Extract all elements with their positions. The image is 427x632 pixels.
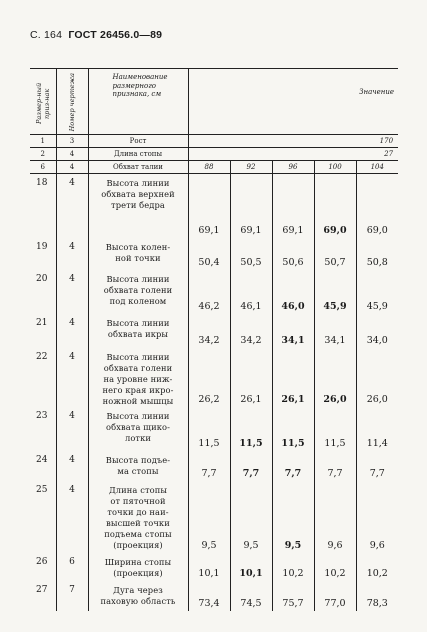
girth-value: 92 [230, 161, 272, 174]
row-name: Высота линии обхвата верхней трети бедра [88, 174, 188, 238]
cell-value: 69,1 [230, 174, 272, 238]
row-drawing: 4 [56, 451, 88, 481]
row-index: 19 [30, 238, 56, 270]
row-index: 21 [30, 314, 56, 348]
table-row [30, 270, 398, 314]
cell-value: 11,4 [366, 437, 388, 449]
row-index: 1 [30, 135, 56, 148]
cell-value: 34,0 [366, 334, 388, 346]
table-row [30, 451, 398, 481]
cell-value: 7,7 [369, 467, 385, 479]
summary-row [30, 148, 398, 161]
table-row [30, 481, 398, 553]
cell-value: 11,5 [188, 407, 230, 451]
row-drawing: 4 [56, 314, 88, 348]
cell-value: 50,8 [366, 256, 388, 268]
row-value: 27 [188, 148, 398, 161]
girth-row [30, 161, 398, 174]
cell-value: 50,4 [188, 238, 230, 270]
row-index: 23 [30, 407, 56, 451]
cell-value: 46,1 [230, 270, 272, 314]
cell-value: 46,0 [272, 270, 314, 314]
girth-value: 104 [356, 161, 398, 174]
cell-value: 74,5 [230, 581, 272, 611]
row-name: Дуга через паховую область [88, 581, 188, 611]
cell-value: 34,1 [314, 314, 356, 348]
cell-value: 34,2 [230, 314, 272, 348]
cell-value: 10,1 [230, 553, 272, 581]
cell-value: 26,1 [272, 348, 314, 407]
cell-value: 11,5 [230, 407, 272, 451]
table-row [30, 314, 398, 348]
cell-value: 34,2 [188, 314, 230, 348]
cell-value: 10,2 [272, 553, 314, 581]
page-number: С. 164 [30, 29, 63, 41]
col-header-name: Наименование размерного признака, см [88, 69, 188, 135]
cell-value: 9,5 [230, 481, 272, 553]
cell-value: 9,5 [272, 481, 314, 553]
col-header-values: Значение [188, 69, 398, 135]
girth-value: 88 [188, 161, 230, 174]
cell-value: 11,5 [314, 407, 356, 451]
cell-value: 26,0 [366, 393, 388, 405]
row-name: Высота линии обхвата щико- лотки [88, 407, 188, 451]
standard-code: ГОСТ 26456.0—89 [68, 29, 163, 41]
cell-value: 7,7 [230, 451, 272, 481]
cell-value: 10,2 [366, 567, 388, 579]
table-row [30, 553, 398, 581]
table-header-row [30, 69, 398, 135]
row-name: Длина стопы от пяточной точки до наи- высшей точки подъема стопы (проекция) [88, 481, 188, 553]
cell-value: 50,6 [272, 238, 314, 270]
page-header [30, 29, 162, 41]
row-index: 27 [30, 581, 56, 611]
row-drawing: 4 [56, 174, 88, 238]
cell-value: 11,5 [272, 407, 314, 451]
cell-value: 7,7 [314, 451, 356, 481]
cell-value: 10,2 [314, 553, 356, 581]
cell-value: 50,7 [314, 238, 356, 270]
row-name: Высота линии обхвата голени под коленом [88, 270, 188, 314]
row-drawing: 4 [56, 161, 88, 174]
row-name: Высота линии обхвата голени на уровне ниж- него края икро- ножной мышцы [88, 348, 188, 407]
cell-value: 69,1 [188, 174, 230, 238]
girth-value: 96 [272, 161, 314, 174]
cell-value: 50,5 [230, 238, 272, 270]
cell-value: 9,5 [188, 481, 230, 553]
row-name: Обхват талии [88, 161, 188, 174]
row-name: Длина стопы [88, 148, 188, 161]
row-drawing: 4 [56, 148, 88, 161]
col-header-drawing: Номер чертежа [56, 69, 88, 135]
row-index: 2 [30, 148, 56, 161]
cell-value: 75,7 [272, 581, 314, 611]
table-row [30, 174, 398, 238]
row-name: Высота подъе- ма стопы [88, 451, 188, 481]
row-index: 22 [30, 348, 56, 407]
cell-value: 9,6 [314, 481, 356, 553]
row-name: Высота линии обхвата икры [88, 314, 188, 348]
row-index: 25 [30, 481, 56, 553]
cell-value: 9,6 [369, 539, 385, 551]
table-row [30, 581, 398, 611]
table-row [30, 238, 398, 270]
summary-row [30, 135, 398, 148]
row-drawing: 4 [56, 348, 88, 407]
table-row [30, 348, 398, 407]
cell-value: 7,7 [188, 451, 230, 481]
cell-value: 45,9 [314, 270, 356, 314]
row-value: 170 [188, 135, 398, 148]
cell-value: 77,0 [314, 581, 356, 611]
row-drawing: 4 [56, 238, 88, 270]
cell-value: 69,1 [272, 174, 314, 238]
girth-value: 100 [314, 161, 356, 174]
cell-value: 26,0 [314, 348, 356, 407]
row-drawing: 4 [56, 407, 88, 451]
col-header-index: Размер-ный приз-нак [30, 69, 56, 135]
row-index: 6 [30, 161, 56, 174]
row-index: 18 [30, 174, 56, 238]
cell-value: 26,1 [230, 348, 272, 407]
row-drawing: 6 [56, 553, 88, 581]
table-row [30, 407, 398, 451]
row-index: 20 [30, 270, 56, 314]
row-drawing: 3 [56, 135, 88, 148]
row-drawing: 4 [56, 481, 88, 553]
cell-value: 7,7 [272, 451, 314, 481]
row-index: 26 [30, 553, 56, 581]
row-drawing: 4 [56, 270, 88, 314]
cell-value: 10,1 [188, 553, 230, 581]
cell-value: 73,4 [188, 581, 230, 611]
row-name: Рост [88, 135, 188, 148]
cell-value: 46,2 [188, 270, 230, 314]
row-drawing: 7 [56, 581, 88, 611]
cell-value: 69,0 [366, 224, 388, 236]
cell-value: 34,1 [272, 314, 314, 348]
cell-value: 69,0 [314, 174, 356, 238]
cell-value: 26,2 [188, 348, 230, 407]
cell-value: 45,9 [366, 300, 388, 312]
row-index: 24 [30, 451, 56, 481]
dimensions-table [30, 68, 398, 611]
row-name: Ширина стопы (проекция) [88, 553, 188, 581]
row-name: Высота колен- ной точки [88, 238, 188, 270]
cell-value: 78,3 [366, 597, 388, 609]
